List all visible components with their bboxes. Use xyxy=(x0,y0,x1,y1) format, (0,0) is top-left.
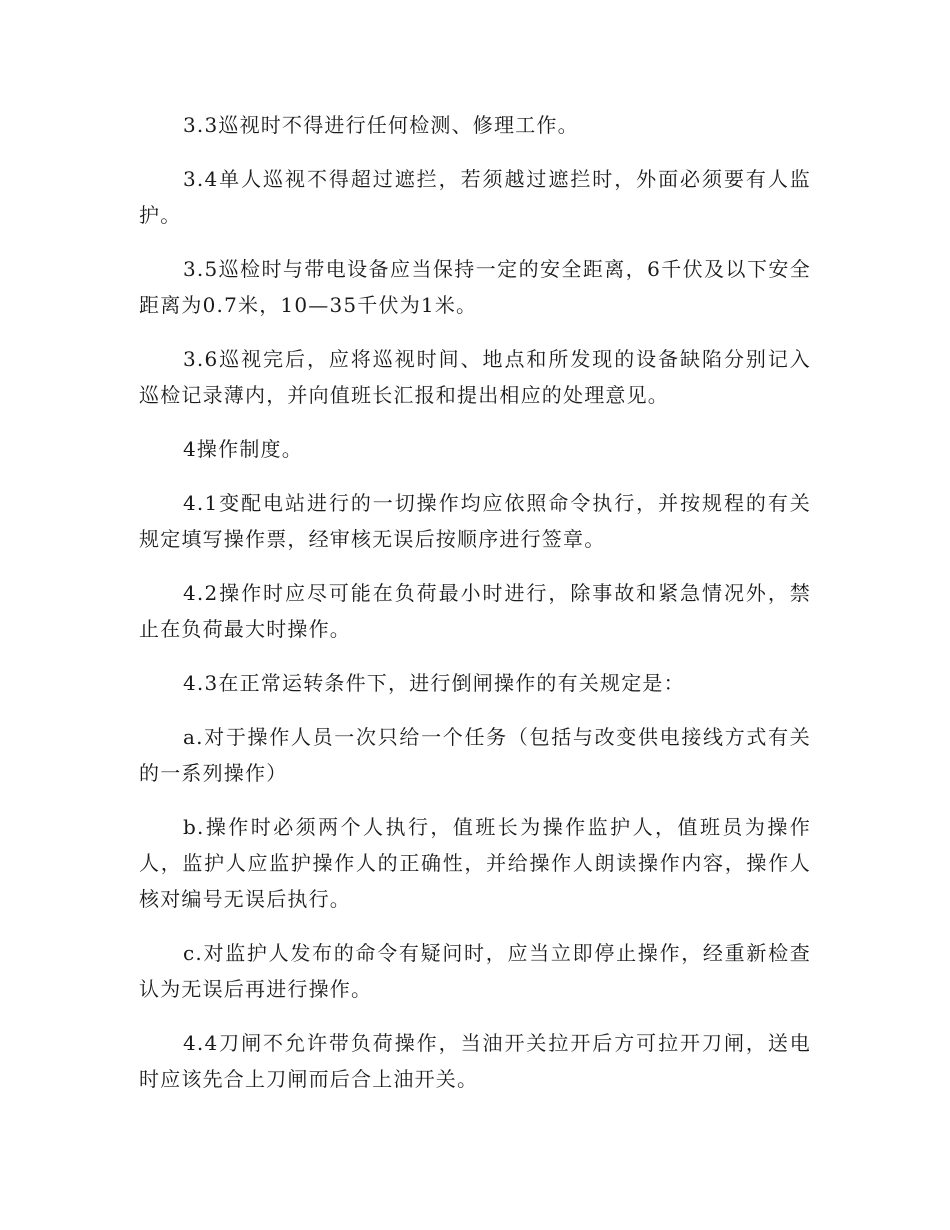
document-body xyxy=(139,107,811,1115)
paragraph-3-6: 3.6巡视完后，应将巡视时间、地点和所发现的设备缺陷分别记入巡检记录薄内，并向值班长汇报和提出相应的处理意见。 xyxy=(139,347,811,407)
paragraph-3-4: 3.4单人巡视不得超过遮拦，若须越过遮拦时，外面必须要有人监护。 xyxy=(139,167,811,227)
paragraph-4-3-b: b.操作时必须两个人执行，值班长为操作监护人，值班员为操作人，监护人应监护操作人的正确性，并给操作人朗读操作内容，操作人核对编号无误后执行。 xyxy=(139,815,811,911)
paragraph-4-3: 4.3在正常运转条件下，进行倒闸操作的有关规定是： xyxy=(183,671,685,695)
paragraph-4-2: 4.2操作时应尽可能在负荷最小时进行，除事故和紧急情况外，禁止在负荷最大时操作。 xyxy=(139,581,811,641)
section-heading-4: 4操作制度。 xyxy=(183,437,303,461)
paragraph-3-5: 3.5巡检时与带电设备应当保持一定的安全距离，6千伏及以下安全距离为0.7米，10—35千伏为1米。 xyxy=(139,257,811,317)
paragraph-4-3-c: c.对监护人发布的命令有疑问时，应当立即停止操作，经重新检查认为无误后再进行操作。 xyxy=(139,941,811,1001)
paragraph-4-3-a: a.对于操作人员一次只给一个任务（包括与改变供电接线方式有关的一系列操作） xyxy=(139,725,811,785)
paragraph-3-3: 3.3巡视时不得进行任何检测、修理工作。 xyxy=(183,113,579,137)
paragraph-4-1: 4.1变配电站进行的一切操作均应依照命令执行，并按规程的有关规定填写操作票，经审核无误后按顺序进行签章。 xyxy=(139,491,811,551)
paragraph-4-4: 4.4刀闸不允许带负荷操作，当油开关拉开后方可拉开刀闸，送电时应该先合上刀闸而后合上油开关。 xyxy=(139,1031,811,1091)
